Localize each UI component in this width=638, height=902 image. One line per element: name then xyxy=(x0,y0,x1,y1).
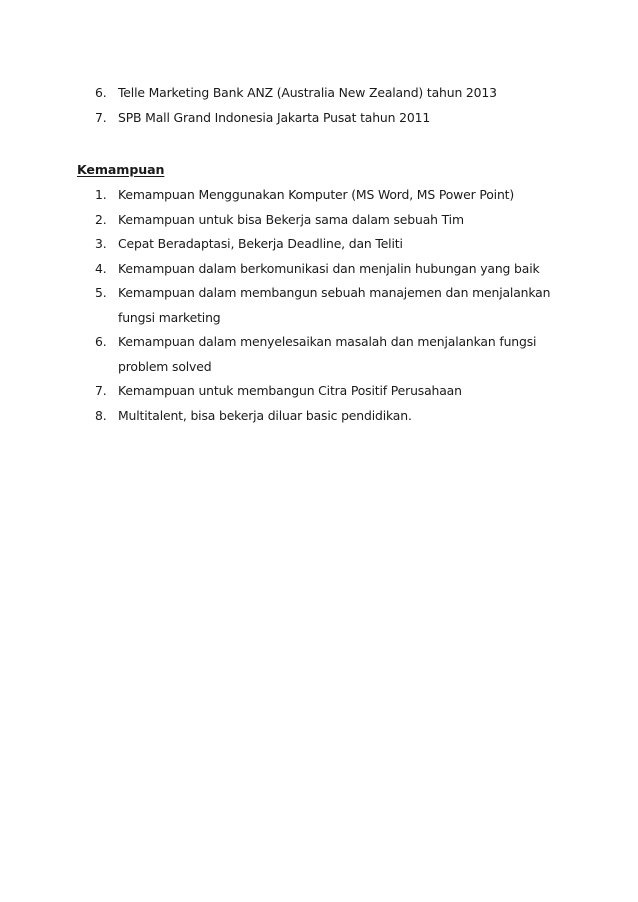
list-item-text: Kemampuan dalam membangun sebuah manajemen dan menjalankan fungsi marketing xyxy=(118,285,551,325)
list-item-text: Telle Marketing Bank ANZ (Australia New Zealand) tahun 2013 xyxy=(118,85,497,100)
list-item-number: 6. xyxy=(95,85,107,100)
list-item xyxy=(0,208,638,233)
list-item-number: 3. xyxy=(95,236,107,251)
list-item-text: Kemampuan untuk bisa Bekerja sama dalam sebuah Tim xyxy=(118,211,464,227)
list-item-text: Kemampuan untuk membangun Citra Positif Perusahaan xyxy=(118,383,462,398)
list-item xyxy=(0,106,638,131)
list-item-number: 7. xyxy=(95,383,107,398)
list-item-number: 2. xyxy=(95,211,107,227)
list-item-number: 7. xyxy=(95,109,107,125)
list-item-text: Kemampuan dalam menyelesaikan masalah dan menjalankan fungsi problem solved xyxy=(118,334,537,374)
list-item xyxy=(0,330,638,379)
list-item xyxy=(0,404,638,429)
list-item xyxy=(0,281,638,330)
skills-list xyxy=(0,183,638,428)
list-item xyxy=(0,232,638,257)
list-item xyxy=(0,379,638,404)
list-item-number: 6. xyxy=(95,334,107,349)
section-heading-kemampuan: Kemampuan xyxy=(77,162,165,177)
list-item-text: Multitalent, bisa bekerja diluar basic pendidikan. xyxy=(118,407,412,423)
list-item-number: 5. xyxy=(95,285,107,300)
list-item-number: 4. xyxy=(95,260,107,276)
list-item xyxy=(0,257,638,282)
list-item-text: Cepat Beradaptasi, Bekerja Deadline, dan Teliti xyxy=(118,236,403,251)
list-item-text: SPB Mall Grand Indonesia Jakarta Pusat tahun 2011 xyxy=(118,109,431,125)
list-item xyxy=(0,81,638,106)
list-item-number: 8. xyxy=(95,407,107,423)
list-item-number: 1. xyxy=(95,187,107,202)
list-item-text: Kemampuan dalam berkomunikasi dan menjalin hubungan yang baik xyxy=(118,260,540,276)
list-item-text: Kemampuan Menggunakan Komputer (MS Word, MS Power Point) xyxy=(118,187,515,202)
list-item xyxy=(0,183,638,208)
experience-list xyxy=(0,81,638,130)
